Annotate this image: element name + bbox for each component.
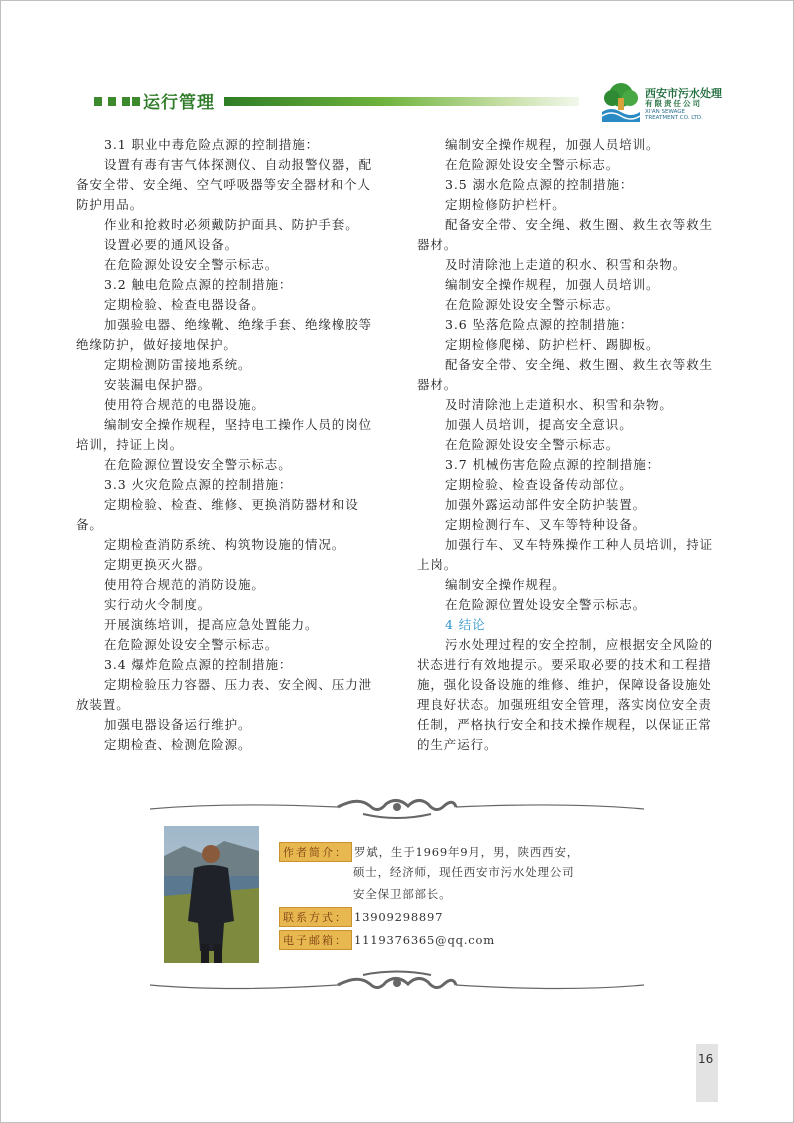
paragraph: 定期检修爬梯、防护栏杆、踢脚板。: [445, 337, 660, 352]
paragraph: 及时清除池上走道的积水、积雪和杂物。: [445, 257, 687, 272]
paragraph: 污水处理过程的安全控制，应根据安全风险的状态进行有效地提示。要采取必要的技术和工程措施，强化设备设施的维修、维护，保障设备设施处理良好状态。加强班组安全管理，落实岗位安全责任制，严格执行安全和技术操作规程，以保证正常的生产运行。: [417, 637, 714, 752]
logo-name-cn: 西安市污水处理: [645, 87, 722, 100]
left-column: [76, 135, 378, 755]
ornament-divider-bottom: [148, 968, 646, 998]
paragraph: 3.3 火灾危险点源的控制措施：: [104, 477, 293, 492]
paragraph: 编制安全操作规程，加强人员培训。: [445, 137, 660, 152]
paragraph: 3.4 爆炸危险点源的控制措施：: [104, 657, 293, 672]
paragraph: 定期检测防雷接地系统。: [104, 357, 252, 372]
paragraph: 在危险源处设安全警示标志。: [445, 157, 620, 172]
paragraph: 编制安全操作规程，坚持电工操作人员的岗位培训，持证上岗。: [76, 417, 373, 452]
paragraph: 编制安全操作规程，加强人员培训。: [445, 277, 660, 292]
contact-label: 联系方式：: [279, 907, 352, 927]
paragraph: 配备安全带、安全绳、救生圈、救生衣等救生器材。: [417, 357, 714, 392]
paragraph: 定期更换灭火器。: [104, 557, 212, 572]
paragraph: 加强电器设备运行维护。: [104, 717, 252, 732]
logo-name-en: XI'AN SEWAGE TREATMENT CO. LTD.: [645, 109, 703, 121]
paragraph: 定期检验、检查电器设备。: [104, 297, 265, 312]
paragraph: 定期检查、检测危险源。: [104, 737, 252, 752]
paragraph: 加强验电器、绝缘靴、绝缘手套、绝缘橡胶等绝缘防护，做好接地保护。: [76, 317, 373, 352]
logo-name-cn2: 有限责任公司: [645, 99, 702, 108]
paragraph: 加强行车、叉车特殊操作工种人员培训，持证上岗。: [417, 537, 714, 572]
paragraph: 安装漏电保护器。: [104, 377, 212, 392]
paragraph: 及时清除池上走道积水、积雪和杂物。: [445, 397, 673, 412]
paragraph: 编制安全操作规程。: [445, 577, 566, 592]
author-intro-line1: 罗斌，生于1969年9月，男，陕西西安，: [354, 845, 580, 859]
paragraph: 使用符合规范的电器设施。: [104, 397, 265, 412]
contact-value: 13909298897: [354, 910, 444, 924]
paragraph: 设置必要的通风设备。: [104, 237, 239, 252]
paragraph: 定期检验、检查、维修、更换消防器材和设备。: [76, 497, 359, 532]
author-intro-line2: 硕士，经济师，现任西安市污水处理公司: [353, 865, 575, 879]
paragraph: 3.6 坠落危险点源的控制措施：: [445, 317, 634, 332]
author-intro-label: 作者简介：: [279, 842, 352, 862]
author-email-row: [279, 930, 495, 950]
paragraph: 定期检测行车、叉车等特种设备。: [445, 517, 647, 532]
paragraph: 作业和抢救时必须戴防护面具、防护手套。: [104, 217, 359, 232]
paragraph: 定期检修防护栏杆。: [445, 197, 566, 212]
page-number: 16: [698, 1052, 714, 1066]
company-logo: [600, 78, 725, 128]
tree-logo-icon: [600, 80, 642, 122]
paragraph: 在危险源处设安全警示标志。: [104, 257, 279, 272]
paragraph: 在危险源处设安全警示标志。: [445, 297, 620, 312]
paragraph: 加强人员培训，提高安全意识。: [445, 417, 633, 432]
ornament-divider-top: [148, 794, 646, 824]
author-intro-row: [279, 842, 579, 862]
paragraph: 在危险源位置设安全警示标志。: [104, 457, 292, 472]
paragraph: 定期检验、检查设备传动部位。: [445, 477, 633, 492]
section-title: 运行管理: [143, 93, 215, 113]
paragraph: 在危险源处设安全警示标志。: [104, 637, 279, 652]
paragraph: 实行动火令制度。: [104, 597, 212, 612]
paragraph: 3.7 机械伤害危险点源的控制措施：: [445, 457, 661, 472]
author-intro-line3: 安全保卫部部长。: [353, 887, 452, 901]
section-heading: 4 结论: [445, 617, 486, 632]
author-photo: [164, 826, 259, 963]
paragraph: 在危险源位置处设安全警示标志。: [445, 597, 647, 612]
email-value[interactable]: 1119376365@qq.com: [354, 933, 495, 947]
paragraph: 定期检查消防系统、构筑物设施的情况。: [104, 537, 346, 552]
paragraph: 3.2 触电危险点源的控制措施：: [104, 277, 293, 292]
author-contact-row: [279, 907, 443, 927]
right-column: [417, 135, 719, 755]
paragraph: 加强外露运动部件安全防护装置。: [445, 497, 647, 512]
email-label: 电子邮箱：: [279, 930, 352, 950]
paragraph: 开展演练培训，提高应急处置能力。: [104, 617, 319, 632]
header-gradient-bar: [224, 97, 579, 106]
paragraph: 3.1 职业中毒危险点源的控制措施：: [104, 137, 320, 152]
paragraph: 配备安全带、安全绳、救生圈、救生衣等救生器材。: [417, 217, 714, 252]
paragraph: 在危险源处设安全警示标志。: [445, 437, 620, 452]
paragraph: 3.5 溺水危险点源的控制措施：: [445, 177, 634, 192]
paragraph: 设置有毒有害气体探测仪、自动报警仪器，配备安全带、安全绳、空气呼吸器等安全器材和个人防护用品。: [76, 157, 373, 212]
paragraph: 定期检验压力容器、压力表、安全阀、压力泄放装置。: [76, 677, 373, 712]
paragraph: 使用符合规范的消防设施。: [104, 577, 265, 592]
